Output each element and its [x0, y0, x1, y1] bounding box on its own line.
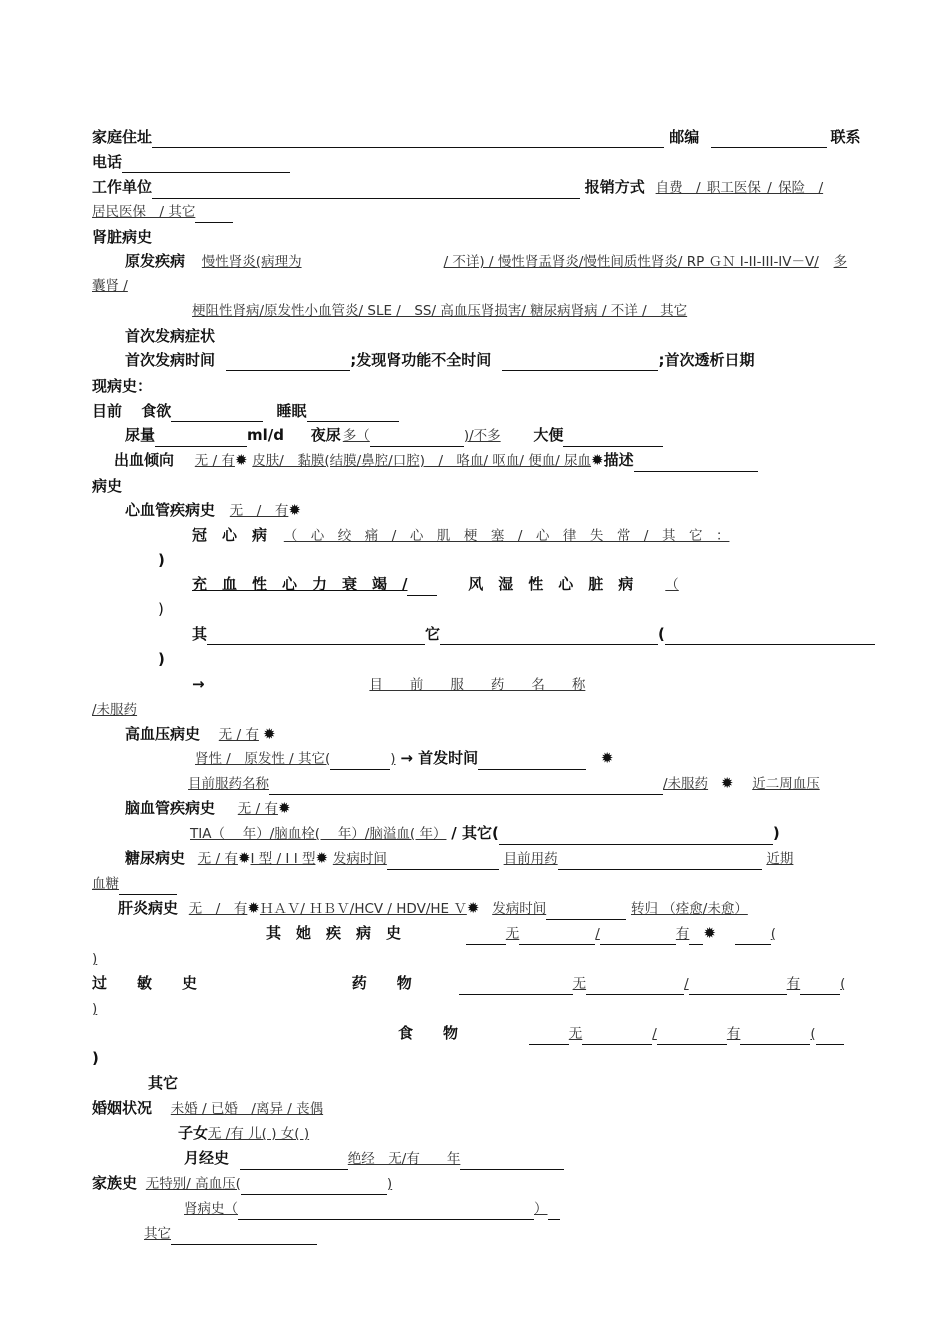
food-line-1	[529, 1028, 569, 1045]
children-label: 子女	[178, 1124, 209, 1142]
marital-opts[interactable]: 未婚 / 已婚 /离异 / 丧偶	[170, 1101, 324, 1117]
food-close: )	[92, 1049, 99, 1067]
stool-field[interactable]	[563, 430, 663, 447]
bullet-icon: ✹	[234, 451, 248, 469]
other-disease-close-paren: )	[92, 951, 98, 967]
bullet-icon: ✹	[703, 924, 716, 942]
line-chf	[192, 573, 679, 595]
bleeding-label: 出血倾向	[114, 451, 175, 469]
family-htn-field[interactable]	[241, 1178, 387, 1195]
urine-field[interactable]	[155, 430, 247, 447]
current-label: 目前	[92, 402, 123, 420]
present-history-label: 现病史：	[92, 377, 153, 395]
food-line-5	[816, 1028, 844, 1045]
cvd-label: 脑血管疾病史	[125, 799, 216, 817]
line-marital	[92, 1097, 323, 1119]
children-opts[interactable]: 无 /有 儿( ) 女( )	[208, 1126, 310, 1142]
cv-opts[interactable]: 无 / 有	[229, 503, 289, 519]
htn-meds-field[interactable]	[269, 778, 663, 795]
family-kidney-line	[548, 1203, 560, 1220]
line-htn-type	[195, 747, 613, 769]
cv-meds-none-opt[interactable]: /未服药	[92, 702, 138, 718]
dm-recent-label: 近期	[766, 851, 794, 867]
food-line-3	[657, 1028, 727, 1045]
allergy-food-label: 食 物	[398, 1024, 459, 1042]
menses-line-1	[240, 1153, 348, 1170]
urine-label: 尿量	[125, 426, 156, 444]
other-disease-line-2	[519, 928, 595, 945]
cvd-other-close: )	[772, 824, 780, 842]
hepatitis-outcome[interactable]: 转归 （痊愈/未愈）	[630, 901, 748, 917]
history-heading: 病史	[92, 477, 123, 495]
family-other-field[interactable]	[171, 1228, 317, 1245]
renal-failure-field[interactable]	[502, 354, 658, 371]
line-other-diseases	[192, 299, 687, 321]
line-cv	[125, 499, 301, 521]
chd-opts[interactable]: （ 心 绞 痛 / 心 肌 梗 塞 / 心 律 失 常 / 其 它 ：	[283, 528, 730, 544]
allergy-label: 过 敏 史	[92, 974, 198, 992]
zip-field[interactable]	[711, 131, 827, 148]
phone-field[interactable]	[122, 156, 290, 173]
line-work	[92, 176, 823, 198]
pay-other-field	[195, 206, 233, 223]
marital-label: 婚姻状况	[92, 1099, 153, 1117]
first-symptom-label: 首次发病症状	[125, 327, 216, 345]
other-disease-label: 其 她 疾 病 史	[266, 924, 402, 942]
bullet-icon: ✹	[288, 501, 301, 519]
line-chd	[192, 524, 729, 546]
htn-type-close: )	[390, 751, 396, 767]
hepatitis-onset-field[interactable]	[546, 903, 626, 920]
first-onset-label: 首次发病时间	[125, 351, 216, 369]
food-line-4	[740, 1028, 810, 1045]
line-allergy-drug	[92, 972, 845, 994]
cvd-opts[interactable]: 无 / 有	[237, 801, 278, 817]
other-diseases-opts[interactable]: 梗阻性肾病/原发性小血管炎/ SLE / SS/ 高血压肾损害/ 糖尿病肾病 / 不详 / 其它	[192, 303, 688, 319]
family-other-label: 其它	[144, 1226, 171, 1242]
other-disease-line-3	[600, 928, 676, 945]
family-kidney-field[interactable]	[238, 1203, 534, 1220]
other-disease-open[interactable]: (	[770, 926, 776, 942]
rhd-open[interactable]: （	[665, 577, 679, 593]
other-disease-none[interactable]: 无	[505, 926, 520, 942]
line-first-dates	[125, 349, 754, 371]
drug-line-2	[586, 978, 684, 995]
line-htn	[125, 723, 276, 745]
chf-line	[407, 579, 437, 596]
drug-line-3	[689, 978, 787, 995]
nocturia-notmore[interactable]: )/不多	[463, 428, 501, 444]
bullet-icon: ✹	[466, 899, 480, 917]
food-line-2	[582, 1028, 652, 1045]
first-dialysis-label: ;首次透析日期	[658, 351, 755, 369]
htn-meds-none[interactable]: /未服药	[663, 776, 709, 792]
nocturia-label: 夜尿	[310, 426, 341, 444]
line-glucose	[92, 872, 177, 894]
htn-opts[interactable]: 无 / 有	[218, 727, 259, 743]
cvd-other-label: / 其它(	[451, 824, 499, 842]
stool-label: 大便	[533, 426, 564, 444]
line-family: 家族史 无特别/ 高血压( )	[92, 1172, 392, 1194]
work-field[interactable]	[152, 182, 580, 199]
dm-onset-field[interactable]	[387, 853, 499, 870]
dm-meds-field[interactable]	[558, 853, 762, 870]
other-disease-has[interactable]: 有	[675, 926, 690, 942]
hepatitis-opts[interactable]: 无 / 有	[188, 901, 248, 917]
bullet-icon: ✹	[277, 799, 291, 817]
dm-onset-label: 发病时间	[332, 851, 387, 867]
kidney-history-heading: 肾脏病史	[92, 228, 153, 246]
other-label: 其它	[148, 1074, 179, 1092]
line-bleeding	[114, 449, 758, 471]
bullet-icon: ✹	[247, 899, 260, 917]
line-polycystic	[92, 274, 128, 296]
primary-opts[interactable]: 慢性肾炎(病理为	[201, 254, 302, 270]
sleep-field[interactable]	[307, 405, 399, 422]
line-hepatitis	[118, 897, 748, 919]
htn-meds-label: 目前服药名称	[188, 776, 269, 792]
htn-label: 高血压病史	[125, 725, 201, 743]
hepatitis-types[interactable]: ＨＡＶ/ ＨＢＶ/HCV / HDV/HE Ｖ	[259, 901, 467, 917]
other-cv-line-1	[207, 628, 425, 645]
glucose-field[interactable]	[119, 878, 177, 895]
cvd-other-field[interactable]	[499, 828, 773, 845]
drug-has[interactable]: 有	[786, 976, 801, 992]
cv-meds-label[interactable]: 目 前 服 药 名 称	[369, 677, 586, 693]
food-none[interactable]: 无	[568, 1026, 583, 1042]
line-primary-disease	[125, 250, 847, 272]
drug-line-1	[459, 978, 573, 995]
pay-options[interactable]: 自费 / 职工医保 / 保险 /	[655, 180, 824, 196]
htn-type-opts[interactable]: 肾性 / 原发性 / 其它(	[195, 751, 331, 767]
renal-failure-label: ;发现肾功能不全时间	[350, 351, 492, 369]
appetite-label: 食欲	[141, 402, 172, 420]
allergy-drug-label: 药 物	[351, 974, 412, 992]
other-cv-label-2: 它	[425, 625, 441, 643]
other-disease-line-1	[466, 928, 506, 945]
dm-meds-label: 目前用药	[503, 851, 558, 867]
bleeding-desc-label: 描述	[603, 451, 634, 469]
food-open[interactable]: (	[810, 1026, 816, 1042]
bullet-icon: ✹	[600, 749, 614, 767]
menses-label: 月经史	[184, 1149, 230, 1167]
nocturia-field[interactable]	[370, 430, 464, 447]
hepatitis-label: 肝炎病史	[118, 899, 179, 917]
drug-open[interactable]: (	[840, 976, 846, 992]
line-cv-meds	[192, 673, 585, 695]
drug-close	[92, 997, 97, 1019]
line-htn-meds	[188, 772, 820, 794]
bullet-icon: ✹	[237, 849, 251, 867]
primary-opts-3[interactable]: 多	[833, 254, 848, 270]
sleep-label: 睡眠	[276, 402, 307, 420]
rhd-close: )	[158, 600, 164, 618]
arrow-icon: →	[192, 675, 205, 693]
bullet-icon: ✹	[591, 451, 604, 469]
drug-none[interactable]: 无	[572, 976, 587, 992]
dm-type[interactable]: I 型 / I I 型	[250, 851, 316, 867]
other-cv-open: (	[658, 625, 665, 643]
nocturia-more[interactable]: 多（	[342, 428, 370, 444]
bullet-icon: ✹	[262, 725, 276, 743]
bullet-icon: ✹	[315, 849, 329, 867]
glucose-label: 血糖	[92, 876, 119, 892]
address-field[interactable]	[152, 131, 664, 148]
drug-line-4	[800, 978, 840, 995]
bleeding-opts[interactable]: 无 / 有	[194, 453, 235, 469]
chd-label: 冠 心 病	[192, 526, 268, 544]
htn-bp-label: 近二周血压	[752, 776, 820, 792]
line-family-other	[144, 1222, 317, 1244]
phone-label: 电话	[92, 153, 123, 171]
line-pay2	[92, 200, 233, 222]
family-opts[interactable]: 无特别/ 高血压(	[145, 1176, 241, 1192]
family-kidney-label: 肾病史（	[184, 1201, 238, 1217]
appetite-field[interactable]	[171, 405, 263, 422]
work-label: 工作单位	[92, 178, 153, 196]
other-cv-line-2	[440, 628, 658, 645]
line-cvd	[125, 797, 291, 819]
drug-close-paren: )	[92, 1001, 98, 1017]
pay-label: 报销方式	[584, 178, 645, 196]
polycystic-opt[interactable]: 囊肾 /	[92, 278, 128, 294]
menses-field[interactable]	[460, 1153, 564, 1170]
primary-disease-label: 原发疾病	[125, 252, 186, 270]
urine-unit: ml/d	[247, 426, 285, 444]
other-disease-line-4	[689, 928, 703, 945]
cvd-types[interactable]: TIA（ 年）/脑血栓( 年）/脑溢血( 年）	[190, 826, 447, 842]
chd-close: )	[158, 551, 165, 569]
line-dm	[125, 847, 793, 869]
first-onset-field[interactable]	[226, 354, 350, 371]
other-disease-close	[92, 947, 97, 969]
other-cv-close: )	[158, 650, 165, 668]
other-cv-field[interactable]	[665, 628, 875, 645]
line-menses	[184, 1147, 564, 1169]
rhd-label: 风 湿 性 心 脏 病	[468, 575, 634, 593]
line-phone	[92, 151, 290, 173]
zip-label: 邮编	[669, 128, 700, 146]
line-children	[178, 1122, 309, 1144]
line-current	[92, 400, 399, 422]
htn-onset-label: → 首发时间	[400, 749, 479, 767]
bullet-icon: ✹	[720, 774, 734, 792]
line-family-kidney: 肾病史（ ）	[184, 1197, 560, 1219]
line-other-cv	[192, 623, 875, 645]
other-disease-slash: /	[595, 926, 600, 942]
cv-meds-none	[92, 698, 137, 720]
line-allergy-food	[398, 1022, 844, 1044]
food-has[interactable]: 有	[726, 1026, 741, 1042]
line-other-disease	[266, 922, 776, 944]
drug-slash: /	[684, 976, 689, 992]
line-urine	[125, 424, 663, 446]
dm-label: 糖尿病史	[125, 849, 186, 867]
menses-opts[interactable]: 绝经 无/有 年	[347, 1151, 461, 1167]
other-cv-label: 其	[192, 625, 208, 643]
other-disease-line-5	[735, 928, 771, 945]
food-slash: /	[652, 1026, 657, 1042]
primary-opts-2[interactable]: / 不详) / 慢性肾盂肾炎/慢性间质性肾炎/ RP ＧＮ I-II-III-IV－V/	[443, 254, 819, 270]
line-address	[92, 126, 861, 148]
contact-label: 联系	[830, 128, 861, 146]
address-label: 家庭住址	[92, 128, 153, 146]
htn-other-field[interactable]	[330, 753, 390, 770]
family-label: 家族史	[92, 1174, 138, 1192]
htn-onset-field[interactable]	[478, 753, 586, 770]
hepatitis-onset: 发病时间	[492, 901, 547, 917]
dm-opts[interactable]: 无 / 有	[197, 851, 238, 867]
chf-label[interactable]: 充 血 性 心 力 衰 竭 /	[192, 575, 408, 593]
line-cvd-types	[190, 822, 780, 844]
bleeding-sites[interactable]: 皮肤/ 黏膜(结膜/鼻腔/口腔) / 咯血/ 呕血/ 便血/ 尿血	[252, 453, 592, 469]
bleeding-desc-field[interactable]	[634, 455, 758, 472]
cv-history-label: 心血管疾病史	[125, 501, 216, 519]
pay-options-2[interactable]: 居民医保 / 其它	[92, 204, 196, 220]
